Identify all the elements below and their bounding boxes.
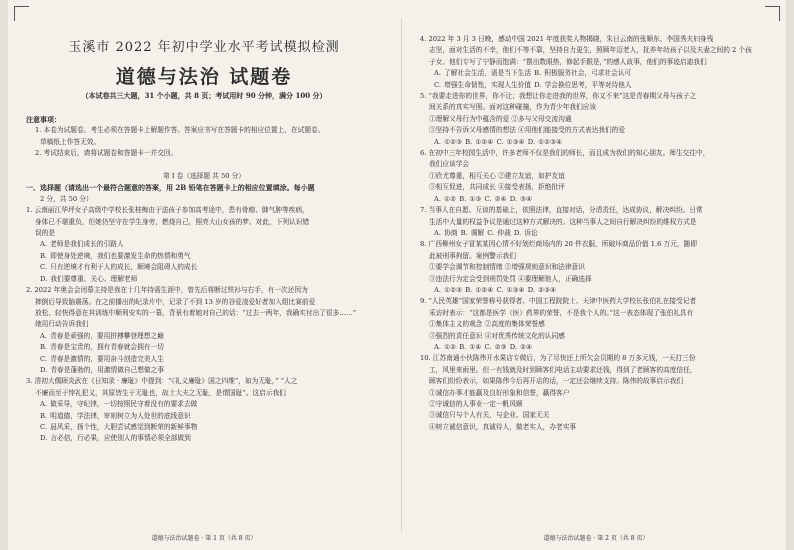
question-text-line: 误的是 [35, 229, 56, 238]
question-text-line: 身体已不堪重负，但她仍坚守在学生身旁，燃烧自己，照亮大山女孩的梦。对此，下列认识错 [35, 217, 310, 226]
answer-option-line: A. 老师是我们成长的引路人 [40, 240, 124, 249]
section-heading: 注意事项： [26, 115, 61, 124]
question-text-line: 志坚，面对生活的不幸，他们不等不靠，坚持自力更生，照顾年迈老人，抚养年幼孩子以及夫妻之间的 2 个孩 [429, 46, 752, 55]
question-text-line [26, 160, 382, 171]
question-text-line: 9. “人民英雄”国家荣誉称号获得者、中国工程院院士、天津中医药大学校长张伯礼在接受记者 [420, 297, 697, 306]
question-text-line: 我们应该学会 [429, 160, 470, 169]
question-text-line: 4. 2022 年 3 月 3 日晚，感动中国 2021 年度获奖人物揭晓，朱日云南的张顺东、李国秀夫妇身残 [420, 35, 714, 43]
answer-option-line: B. 即使身处逆境，我们也要激发生命的热情和勇气 [40, 251, 191, 260]
subject-title: 道德与法治 试题卷 [115, 66, 293, 88]
question-text-line: 子女。他们专写了宁静而饱满：“摆出数眼热，修起手跟是，”的感人故事，他们的事迹启迪我们 [429, 57, 707, 66]
answer-option-line: B. 青春是宝贵的，拥有青春就会拥有一切 [40, 343, 164, 352]
question-text-line: 3. 清初大儒顾炎武在《日知录 · 廉耻》中提到：“《礼义廉耻》国之四维”，如为无耻，” “人之 [26, 377, 298, 386]
page-fold-line [401, 18, 402, 532]
answer-option-line: C. 晨风采，扬个性，大胆尝试感觉到断荣的新鲜事物 [40, 422, 198, 431]
question-text-line: 8. 广西柳州女子冒某某因心情不好划烂商场内的 20 件衣服，所破坏商品价值 1.6 万元，随即 [420, 240, 697, 249]
question-text-line: 6. 在初中三年校园生活中，许多老师不仅是我们的师长，而且成为我们的知心朋友。师生交往中， [420, 149, 710, 158]
question-text-line: 2 分，共 50 分） [40, 194, 93, 203]
question-text-line: ②守诚信的人事业一定一帆风顺 [429, 400, 523, 408]
answer-option-line: A. 了解社会生活，需是当下生活 B. 积极服务社会，弓求社会认可 [434, 69, 632, 78]
question-text-line: 1. 本卷为试题卷。考生必须在答题卡上解题作答。答案应书写在答题卡的相应位置上，在试题卷、 [35, 126, 325, 135]
answer-option-line: A. 做采导，守纪律，一切按照民守着没有的要求去做 [40, 400, 198, 409]
question-text-line: 10. 江苏南通小伙陈伟开水果店专做后，为了尽快还上所欠会员期的 8 万多元钱，一天打三份 [420, 354, 696, 363]
question-text-line: ③违法行为定会受到刑罚处罚 ④要理解他人，正确选择 [429, 274, 592, 283]
question-text-line: 7. 当事人在自愿、互谅的基础上，依照法律，直接对话，分清责任，达成协议，解决纠纷。日常 [420, 206, 703, 215]
page-1-questions [26, 114, 382, 445]
answer-option-line: A. ①② B. ①④ C. ②③ D. ②④ [434, 342, 533, 351]
question-text-line: ④树立诚信意识，真诚待人，做老实人，办老实事 [429, 422, 577, 431]
answer-option-line: C. 增强生命韧性，实现人生价值 D. 学会换位思考，平等对待他人 [434, 80, 632, 89]
question-text-line: 顾客们纷纷表示，如果陈伟今后再开店的话，一定还会继续支持。陈伟的故事启示我们 [429, 377, 684, 386]
question-text-line: 放松、轻快得意在其训练中顺利安实的一幕，背景有着她对自己的话：“过去一两年，我确实付出了很多……” [35, 308, 357, 317]
answer-option-line: D. 言必信，行必果，应使别人的事情必须全部做到 [40, 434, 191, 443]
question-text-line: 1. 云南丽江华坪女子高级中学校长张桂梅由于送孩子参加高考途中，患有骨瘤、肺气肿等疾病， [26, 206, 309, 215]
page-1-footer: 道德与法治试题卷 · 第 1 页（共 8 页） [151, 535, 257, 542]
answer-option-line: A. ①② B. ①③ C. ②④ D. ③④ [434, 194, 533, 203]
question-text-line: 2. 考试结束后，请将试题卷和答题卡一并交回。 [35, 149, 178, 158]
question-text-line: 5. “我要走进你的世界，你不让；我想让你走进我的世界，你又不来”这是青春期父母与孩子之 [420, 92, 697, 101]
answer-option-line: A. ①②③ B. ①②④ C. ①③④ D. ②③④ [434, 285, 557, 294]
exam-title: 玉溪市 2022 年初中学业水平考试模拟检测 [68, 40, 340, 55]
question-text-line: 采访时表示：“这都是医学（医）药界的荣誉，不是我个人的。”这一表态体现了张伯礼具有 [429, 308, 694, 317]
answer-option-line: C. 青春是激情的，要用奋斗创造完美人生 [40, 354, 164, 363]
question-text-line: 不廉而至于悖礼犯义，其原皆生于无耻也，故士大夫之无耻，是谓国耻”。这启示我们 [35, 388, 286, 397]
page-2-footer: 道德与法治试题卷 · 第 2 页（共 8 页） [543, 535, 649, 542]
question-text-line: ①理解父母行为中蕴含的爱 ②多与父母交流沟通 [429, 114, 572, 123]
page-1 [26, 0, 382, 550]
question-text-line: 间关系的真实写照。面对这种碰撞，作为青少年我们应该 [429, 103, 597, 112]
question-text-line: ③诚信只与个人有关，与企业、国家无关 [429, 411, 550, 420]
page-2 [420, 0, 772, 550]
question-text-line: 2. 2022 年奥会会闭幕主持是我在十几年持需生涯中，曾先后将断过铁衫与右手，有一次还因为 [26, 286, 308, 295]
answer-option-line: D. 青春是蓬勃的，用激情做自己想做之事 [40, 365, 165, 374]
answer-option-line: B. 明道德，学法律，审则树立为人处世的底线意识 [40, 411, 191, 420]
question-text-line: ①集体主义的观念 ②高度的集体荣誉感 [429, 320, 545, 329]
question-text-line: 生活中大量的权益争议是通过这种方式解决的。这种当事人之间自行解决纠纷的维权方式是 [429, 217, 697, 226]
question-text-line: ①要学会调节和控制情绪 ②增强规则意识和法律意识 [429, 263, 585, 272]
question-text-line: 她用行动告诉我们 [35, 320, 89, 329]
page-2-questions [420, 34, 772, 433]
answer-option-line: A. ①②③ B. ①②④ C. ①③④ D. ①②③④ [434, 137, 563, 146]
right-edge [786, 0, 794, 550]
question-text-line: 此被刑事拘留。案例警示我们 [429, 251, 516, 260]
answer-option-line: C. 只有逆境才有利于人的成长，顺境会阻碍人的成长 [40, 263, 198, 272]
answer-option-line: D. 我们要尊重、关心、理解老师 [40, 274, 138, 283]
left-edge [0, 0, 8, 550]
question-text-line: ①欣尤尊重，相互关心 ②建立友谊，如护友谊 [429, 171, 565, 180]
question-text-line: ③强烈的责任意识 ④对优秀传统文化的认同感 [429, 331, 565, 340]
exam-note: （本试卷共三大题，31 个小题，共 8 页；考试用时 90 分钟，满分 100 分） [81, 91, 327, 100]
question-text-line: 工，风里来雨里。但一有钱就及时到顾客们电话主动要求还钱，得到了老顾客的高度信任， [429, 365, 697, 374]
question-text-line: 草稿纸上作答无效。 [40, 137, 101, 146]
question-text-line: 摔倒后导致脑震荡。在之前播出的纪录片中，记录了不到 13 岁的谷爱凌爱好者加入组比赛前爱 [35, 297, 316, 306]
question-text-line: ③相互促进，共同成长 ④接受表扬，拒绝批评 [429, 183, 565, 192]
question-text-line: ③坚持不告诉父母感情的想法 ④用他们能接受的方式表达我们的爱 [429, 126, 626, 135]
question-text-line: 第 Ⅰ 卷（选择题 共 50 分） [163, 172, 245, 181]
question-text-line: ①诚信办事才能赢及良好形象和信誉，赢得客户 [429, 388, 570, 397]
section-heading: 一、选择题（请选出一个最符合题意的答案，用 2B 铅笔在答题卡上的相应位置填涂。每小题 [26, 183, 315, 193]
answer-option-line: A. 协商 B. 调解 C. 仲裁 D. 诉讼 [434, 228, 538, 237]
answer-option-line: A. 青春是顽强的，要用拼搏攀登理想之巅 [40, 331, 164, 340]
